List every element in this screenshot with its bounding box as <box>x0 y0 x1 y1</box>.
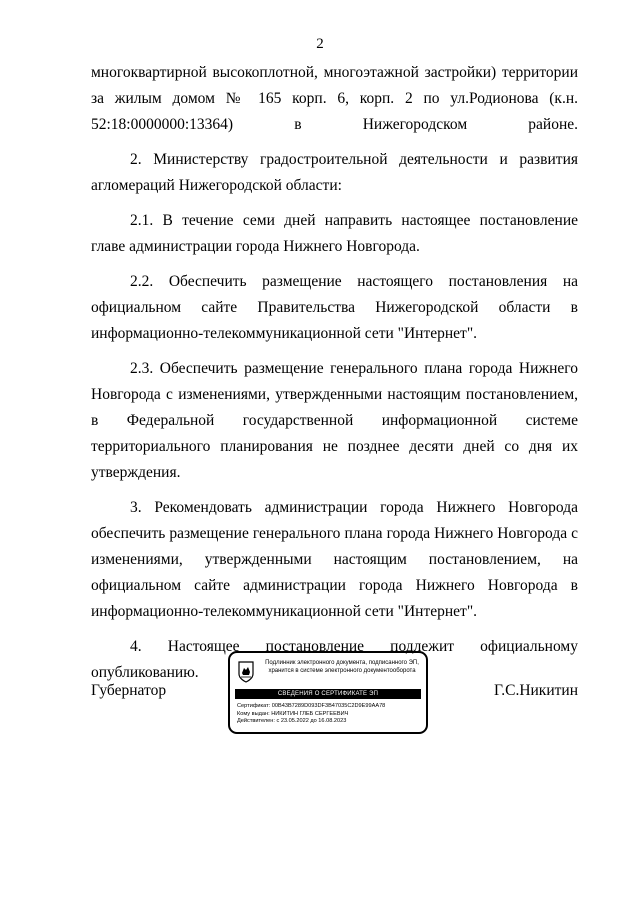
paragraph-item-2-2: 2.2. Обеспечить размещение настоящего постановления на официальном сайте Правительства Нижегородской области в информационно-телекоммуникационной сети "Интернет". <box>91 273 578 342</box>
stamp-certificate: Сертификат: 00B43B7289D093DF3B47035C2D9E99AA78 <box>237 703 386 709</box>
paragraph-continuation: многоквартирной высокоплотной, многоэтажной застройки) территории за жилым домом № 165 корп. 6, корп. 2 по ул.Родионова (к.н. 52:18:0000000:13364) в Нижегородском районе. <box>91 64 578 133</box>
page-number: 2 <box>316 36 324 52</box>
stamp-validity: Действителен: с 23.05.2022 до 16.08.2023 <box>237 718 347 724</box>
stamp-header-line: Подлинник электронного документа, подписанного ЭП, <box>265 660 419 666</box>
stamp-header-line: хранится в системе электронного документооборота <box>268 668 416 674</box>
paragraph-item-2-1: 2.1. В течение семи дней направить настоящее постановление главе администрации города Нижнего Новгорода. <box>91 212 578 255</box>
paragraph-item-4: 4. Настоящее постановление подлежит официальному опубликованию. <box>91 638 578 681</box>
paragraph-item-3: 3. Рекомендовать администрации города Нижнего Новгорода обеспечить размещение генерального плана города Нижнего Новгорода с изменениями, утвержденными настоящим постановлением, на официальном сайте администрации города Нижнего Новгорода в информационно-телекоммуникационной сети "Интернет". <box>91 499 578 620</box>
coat-of-arms-icon <box>238 661 254 683</box>
paragraph-item-2-3: 2.3. Обеспечить размещение генерального плана города Нижнего Новгорода с изменениями, утвержденными настоящим постановлением, в Федеральной государственной информационной системе территориального планирования не позднее десяти дней со дня их утверждения. <box>91 360 578 481</box>
document-body <box>91 60 578 695</box>
paragraph-item-2: 2. Министерству градостроительной деятельности и развития агломераций Нижегородской области: <box>91 151 578 194</box>
signer-role: Губернатор <box>91 682 167 699</box>
stamp-issued-to: Кому выдан: НИКИТИН ГЛЕБ СЕРГЕЕВИЧ <box>237 710 349 717</box>
stamp-details <box>237 703 385 726</box>
electronic-signature-stamp <box>228 651 428 734</box>
stamp-title-bar: СВЕДЕНИЯ О СЕРТИФИКАТЕ ЭП <box>235 689 421 699</box>
signer-name: Г.С.Никитин <box>494 682 578 699</box>
stamp-header <box>258 659 426 675</box>
